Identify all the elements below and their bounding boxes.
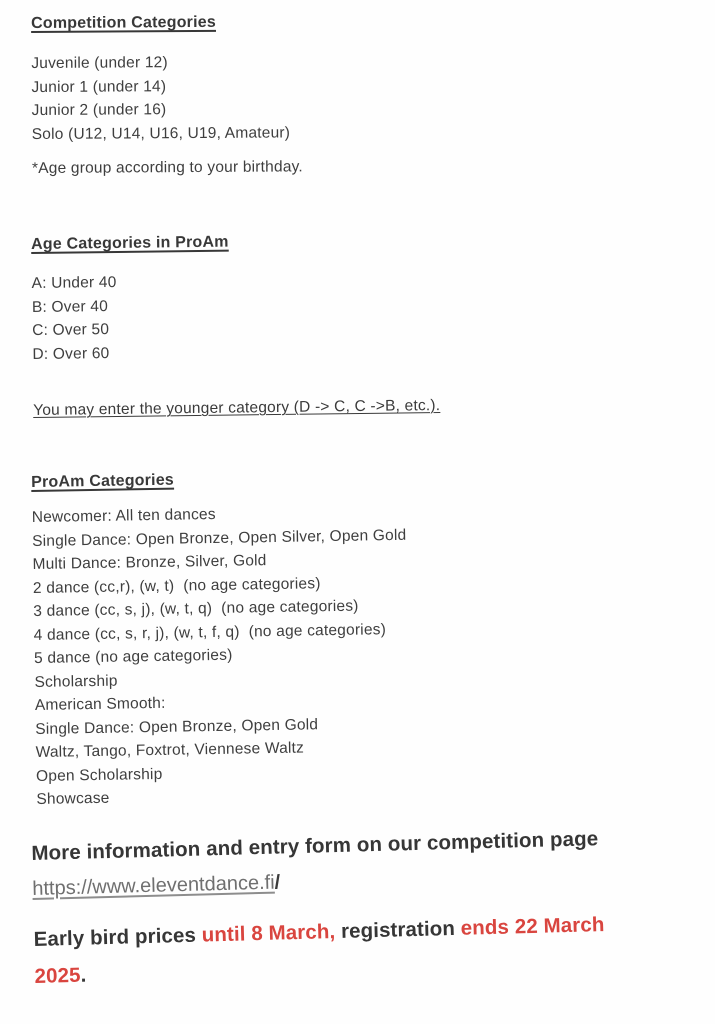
list-item: Multi Dance: Bronze, Silver, Gold (32, 552, 267, 573)
footer-block (31, 820, 695, 994)
list-item: A: Under 40 (31, 273, 117, 292)
deadline-segment-early-bird-date: until 8 March, (201, 919, 336, 947)
competition-category-list (31, 48, 692, 146)
list-item: 5 dance (no age categories) (33, 646, 233, 667)
list-item: 3 dance (cc, s, j), (w, t, q) (no age categories) (33, 597, 359, 620)
list-item: Single Dance: Open Bronze, Open Gold (35, 715, 319, 738)
heading-age-categories-proam: Age Categories in ProAm (31, 233, 229, 253)
list-item: Junior 1 (under 14) (31, 77, 167, 96)
list-item: American Smooth: (34, 694, 166, 714)
deadline-segment: registration (334, 916, 462, 943)
list-item: Showcase (36, 789, 110, 808)
list-item: 2 dance (cc,r), (w, t) (no age categories) (32, 574, 321, 597)
list-item: 4 dance (cc, s, r, j), (w, t, f, q) (no age categories) (33, 620, 387, 644)
section-age-categories-proam (31, 225, 693, 422)
list-item: Newcomer: All ten dances (31, 505, 216, 526)
list-item: Waltz, Tango, Foxtrot, Viennese Waltz (35, 739, 305, 761)
deadline-segment-period: . (80, 963, 87, 987)
list-item: Junior 2 (under 16) (31, 101, 167, 119)
deadline-segment: Early bird prices (33, 923, 203, 951)
proam-age-list (31, 263, 692, 365)
list-item: Solo (U12, U14, U16, U19, Amateur) (31, 123, 291, 143)
list-item: Open Scholarship (35, 765, 163, 785)
list-item: D: Over 60 (32, 344, 110, 362)
more-info-text: More information and entry form on our competition page (31, 826, 599, 865)
younger-category-note: You may enter the younger category (D -> C, C ->B, etc.). (33, 396, 441, 419)
competition-page-link[interactable]: https://www.eleventdance.fi (32, 871, 275, 900)
proam-category-list (32, 495, 697, 811)
heading-proam-categories: ProAm Categories (31, 471, 175, 491)
list-item: Juvenile (under 12) (31, 54, 168, 72)
list-item: B: Over 40 (31, 297, 109, 315)
age-group-note: *Age group according to your birthday. (31, 158, 303, 177)
deadline-segment-registration-date: ends 22 March (460, 912, 605, 940)
list-item: Single Dance: Open Bronze, Open Silver, Open Gold (32, 526, 407, 550)
section-proam-categories (31, 461, 697, 811)
section-competition-categories (31, 9, 692, 181)
list-item: C: Over 50 (32, 320, 110, 339)
deadline-segment-year: 2025 (34, 963, 81, 988)
heading-competition-categories: Competition Categories (31, 13, 216, 32)
list-item: Scholarship (34, 672, 118, 691)
deadline-text (33, 903, 695, 994)
link-trailing-slash: / (274, 870, 281, 894)
